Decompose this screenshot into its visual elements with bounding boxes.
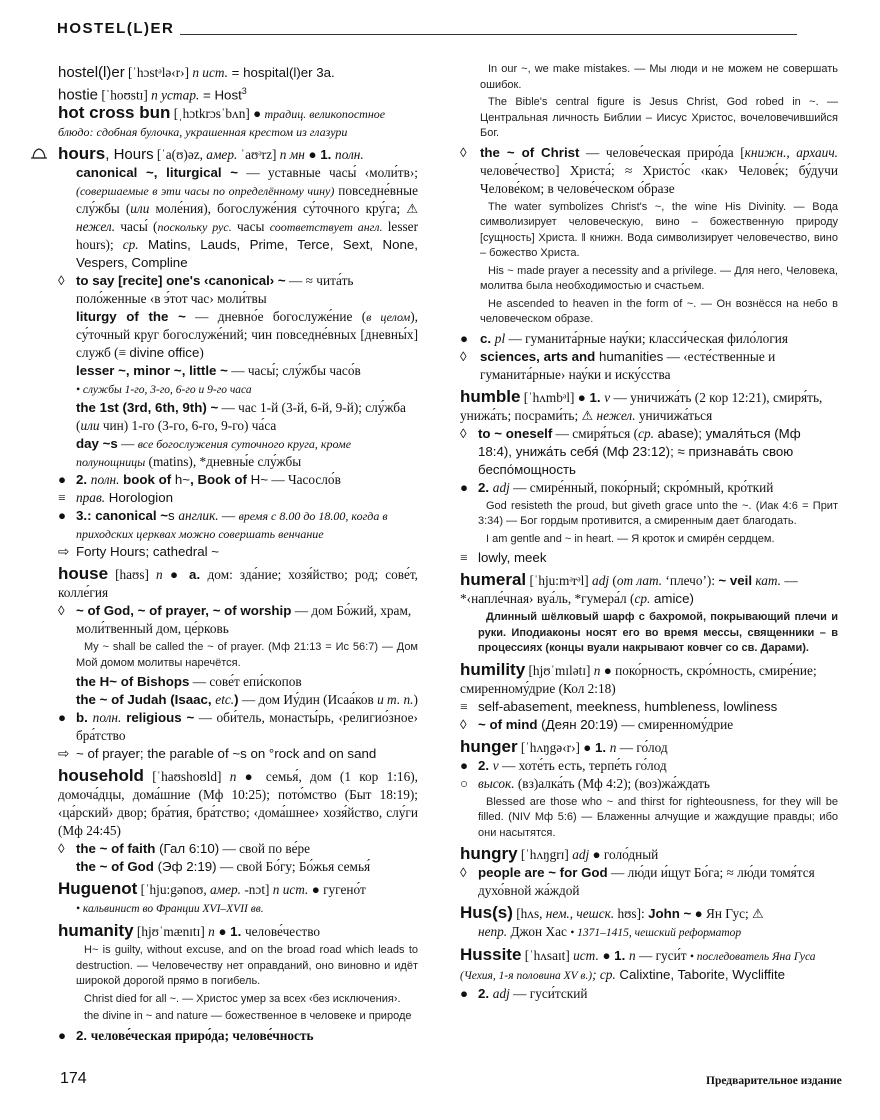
entry-humble: humble [ˈhʌmbᵊl] ● 1. v — уничижа́ть (2 кор 12:21), смиря́ть, унижа́ть; посрами́ть; ⚠ нежел. уничижа́ться ◊ to ~ oneself — смиря́ться (ср. abase); умаля́ться (Мф 18:4), унижа́ть себя́ (Мф 23:12); ≈ признава́ть свою беспо́мощность ● 2. adj — смире́нный, поко́рный; скро́мный, кро́ткий God resisteth the proud, but giveth grace unto the ~. (Иак 4:6 = Прит 3:34) — Бог гордым противится, а смиренным дает благодать. I am gentle and ~ in heart. — Я кроток и смире́н сердцем. ≡ lowly, meek xyxy=(460,386,838,565)
entry-hours: hours, Hours [ˈa(ʊ)əz, амер. ˈaʊᵊrz] n мн ● 1. полн. canonical ~, liturgical ~ — уставные часы́ ‹моли́тв›; (совершаемые в эти часы по определённому чину) повседне́вные слу́жбы (или моле́ния), богослуже́ния су́точного кру́га; ⚠ нежел. часы́ (поскольку рус. часы соответствует англ. lesser hours); ср. Matins, Lauds, Prime, Terce, Sext, None, Vespers, Compline ◊ to say [recite] one's ‹canonical› ~ — ≈ чита́ть поло́женные ‹в э́тот час› моли́твы liturgy of the ~ — дневно́е богослуже́ние (в целом), су́точный круг богослуже́ний; чин повседне́вных [дневны́х] служб (≡ divine office) lesser ~, minor ~, little ~ — часы́; слу́жбы часо́в • службы 1-го, 3-го, 6-го и 9-го часа the 1st (3rd, 6th, 9th) ~ — час 1-й (3-й, 6-й, 9-й); слу́жба (или чин) 1-го (3-го, 6-го, 9-го) ча́са day ~s — все богослужения суточного круга, кроме полунощницы (matins), *дневны́е слу́жбы ● 2. полн. book of h~, Book of H~ — Часосло́в ≡ прав. Horologion ● 3.: canonical ~s англик. — время с 8.00 до 18.00, когда в приходских церквах можно совершать венчание ⇨ Forty Hours; cathedral ~ xyxy=(58,145,418,561)
warning-icon: ⚠ xyxy=(581,407,594,423)
example-text: God resisteth the proud, but giveth grace unto the ~. (Иак 4:6 = Прит 3:34) — Бог гордым противится, а смиренным дает благодать. xyxy=(478,499,838,527)
example-text: He ascended to heaven in the form of ~. — Он вознёсся на небо в человеческом образе. xyxy=(480,297,838,325)
bullet-icon: ● xyxy=(460,330,469,346)
example-text: His ~ made prayer a necessity and a privilege. — Для него, Человека, молитва была необходимостью и счастьем. xyxy=(480,264,838,292)
example-text: Blessed are those who ~ and thirst for righteousness, for they will be filled. (NIV Мф 5:6) — Блаженны алчущие и жаждущие правды; ибо они насытятся. xyxy=(478,795,838,839)
entry-hosteller: hostel(l)er [ˈhɔstᵊlə‹r›] n ист. = hospital(l)er 3a. xyxy=(58,64,335,81)
entry-hussite: Hussite [ˈhʌsaɪt] ист. ● 1. n — гуси́т • последователь Яна Гуса (Чехия, 1-я половина XV в.); ср. Calixtine, Taborite, Wycliffite ● 2. adj — гуси́тский xyxy=(460,945,816,1001)
diamond-icon: ◊ xyxy=(460,865,467,880)
page-number: 174 xyxy=(60,1070,87,1087)
bullet-icon: ● xyxy=(58,472,67,488)
example-text: Christ died for all ~. — Христос умер за всех ‹без исключения›. xyxy=(84,992,401,1005)
entry-humanity: humanity [hjʊˈmænɪtɪ] n ● 1. челове́чество H~ is guilty, without excuse, and on the broad road which leads to destruction. — Человечеству нет оправданий, оно виновно и идёт широкой дорогой прямо в погибель. Christ died for all ~. — Христос умер за всех ‹без исключения›. the divine in ~ and nature — божественное в человеке и природе ● 2. челове́ческая приро́да; челове́чность xyxy=(58,921,418,1043)
bullet-icon: ● xyxy=(460,757,469,773)
entry-huguenot: Huguenot [ˈhju:gənoʊ, амер. -nɔt] n ист. ● гугено́т • кальвинист во Франции XVI–XVII вв. xyxy=(58,879,366,916)
example-text: The Bible's central figure is Jesus Christ, God robed in ~. — Центральная личность Библии – Иисус Христос, вочеловечившийся Бог. xyxy=(480,96,838,139)
right-column: In our ~, we make mistakes. — Мы люди и не можем не совершать ошибок. The Bible's central figure is Jesus Christ, God robed in ~. — Центральная личность Библии – Иисус Христос, вочеловечившийся Бог. ◊ the ~ of Christ — челове́ческая приро́да [книжн., архаич. челове́чество] Христа́; ≈ Христо́с ‹как› Челове́к; бу́дучи Челове́ком; в челове́ческом о́бразе The water symbolizes Christ's ~, the wine His Divinity. — Вода символизирует человеческую, вино – божественную природу [сущность] Христа. ‖ книжн. Вода символизирует человечество, вино – божество Христа. His ~ made prayer a necessity and a privilege. — Для него, Человека, молитва была необходимостью и счастьем. He ascended to heaven in the form of ~. — Он вознёсся на небо в человеческом образе. ● c. pl — гуманита́рные нау́ки; класси́ческая фило́логия ◊ sciences, arts and humanities — ‹есте́ственные и гуманита́рные› нау́ки и иску́сства humble [ˈhʌmbᵊl] ● 1. v — уничижа́ть (2 кор 12:21), смиря́ть, унижа́ть; посрами́ть; ⚠ нежел. уничижа́ться ◊ to ~ oneself — смиря́ться (ср. abase); умаля́ться (Мф 18:4), унижа́ть себя́ (Мф 23:12); ≈ признава́ть свою беспо́мощность ● 2. adj — смире́нный, поко́рный; скро́мный, кро́ткий God resisteth the proud, but giveth grace unto the ~. (Иак 4:6 = Прит 3:34) — Бог гордым противится, а смиренным дает благодать. I am gentle and ~ in heart. — Я кроток и смире́н сердцем. ≡ lowly, meek humeral [ˈhju:mᵊrᵊl] adj (от лат. ‘плечо’): ~ veil кат. — *‹напле́чная› вуа́ль, *гумера́л (ср. amice) Длинный шёлковый шарф с бахромой, покрывающий плечи и руки. Иподиаконы носят его во время мессы, священники – в процессиях (концы вуали накрывают ковчег со св. Дарами). humility [hjʊˈmɪlətɪ] n ● поко́рность, скро́мность, смире́ние; смиренному́дрие (Кол 2:18) ≡ self-abasement, meekness, humbleness, lowliness ◊ ~ of mind (Деян 20:19) — смиренному́дрие hunger [ˈhʌŋgə‹r›] ● 1. n — го́лод ● 2. v — хоте́ть есть, терпе́ть го́лод ○ высок. (вз)алка́ть (Мф 4:2); (воз)жа́ждать Blessed are those who ~ and thirst for righteousness, for they will be filled. (NIV Мф 5:6) — Блаженны алчущие и жаждущие правды; ибо они насытятся. hungry [ˈhʌŋgrɪ] adj ● голо́дный ◊ people are ~ for God — лю́ди и́щут Бо́га; ≈ лю́ди томя́тся духо́вной жа́ждой Hus(s) [hʌs, нем., чешск. hʊs]: John ~ ● Ян Гус; ⚠ непр. Джон Хас • 1371–1415, чешский реформатор Hussite [ˈhʌsaɪt] ист. ● 1. n — гуси́т • последователь Яна Гуса (Чехия, 1-я половина XV в.); ср. Calixtine, Taborite, Wycliffite ● 2. adj — гуси́тский xyxy=(460,63,838,1001)
diamond-icon: ◊ xyxy=(460,425,467,441)
entry-hunger: hunger [ˈhʌŋgə‹r›] ● 1. n — го́лод ● 2. v — хоте́ть есть, терпе́ть го́лод ○ высок. (вз)алка́ть (Мф 4:2); (воз)жа́ждать Blessed are those who ~ and thirst for righteousness, for they will be filled. (NIV Мф 5:6) — Блаженны алчущие и жаждущие правды; ибо они насытятся. xyxy=(460,738,838,842)
diamond-icon: ◊ xyxy=(58,273,65,289)
bullet-icon: ● xyxy=(58,1027,67,1043)
example-text: My ~ shall be called the ~ of prayer. (Мф 21:13 = Ис 56:7) — Дом Мой домом молитвы наречётся. xyxy=(76,641,418,669)
entry-hot-cross-bun: hot cross bun [ˌhɔtkrɔsˈbʌn] ● традиц. великопостное блюдо: сдобная булочка, украшенная крестом из глазури xyxy=(58,103,386,140)
example-text: I am gentle and ~ in heart. — Я кроток и смире́н сердцем. xyxy=(486,532,775,545)
warning-icon: ⚠ xyxy=(752,906,764,921)
bullet-icon: ● xyxy=(58,508,67,524)
edition-note: Предварительное издание xyxy=(706,1075,842,1087)
left-column xyxy=(58,64,418,1045)
entry-house: house [haʊs] n ● a. дом: зда́ние; хозя́йство; род; сове́т, колле́гия ◊ ~ of God, ~ of prayer, ~ of worship — дом Бо́жий, храм, моли́твенный дом, це́рковь My ~ shall be called the ~ of prayer. (Мф 21:13 = Ис 56:7) — Дом Мой домом молитвы наречётся. the H~ of Bishops — сове́т епи́скопов the ~ of Judah (Isaac, etc.) — дом Иу́дин (Исаа́ков и т. п.) ● b. полн. religious ~ — оби́тель, монасты́рь, ‹религио́зное› бра́тство ⇨ ~ of prayer; the parable of ~s on °rock and on sand xyxy=(58,564,418,762)
see-also-arrow-icon: ⇨ xyxy=(58,544,70,560)
entry-humeral: humeral [ˈhju:mᵊrᵊl] adj (от лат. ‘плечо’): ~ veil кат. — *‹напле́чная› вуа́ль, *гумера́л (ср. amice) Длинный шёлковый шарф с бахромой, покрывающий плечи и руки. Иподиаконы носят его во время мессы, священники – в процессиях (концы вуали накрывают ковчег со св. Дарами). xyxy=(460,571,838,657)
diamond-icon: ◊ xyxy=(460,348,467,364)
bell-icon xyxy=(30,147,48,166)
bullet-icon: ● xyxy=(460,479,469,495)
diamond-icon: ◊ xyxy=(58,841,65,857)
example-text: the divine in ~ and nature — божественное в человеке и природе xyxy=(84,1010,412,1023)
synonym-icon: ≡ xyxy=(460,550,468,565)
see-also-arrow-icon: ⇨ xyxy=(58,746,70,762)
diamond-icon: ◊ xyxy=(460,716,467,732)
entry-huss: Hus(s) [hʌs, нем., чешск. hʊs]: John ~ ● Ян Гус; ⚠ непр. Джон Хас • 1371–1415, чешский реформатор xyxy=(460,903,764,939)
entry-humility: humility [hjʊˈmɪlətɪ] n ● поко́рность, скро́мность, смире́ние; смиренному́дрие (Кол 2:18) ≡ self-abasement, meekness, humbleness, lowliness ◊ ~ of mind (Деян 20:19) — смиренному́дрие xyxy=(460,659,817,732)
synonym-icon: ≡ xyxy=(58,490,66,506)
example-text: H~ is guilty, without excuse, and on the broad road which leads to destruction. — Человечеству нет оправданий, оно виновно и идёт широкой дорогой прямо в погибель. xyxy=(76,944,418,988)
example-text: In our ~, we make mistakes. — Мы люди и не можем не совершать ошибок. xyxy=(480,63,838,91)
warning-icon: ⚠ xyxy=(406,201,418,217)
example-text: The water symbolizes Christ's ~, the wine His Divinity. — Вода символизирует человеческую, вино – божественную природу [сущность] Христа. ‖ книжн. Вода символизирует человечество, вино – божество Христа. xyxy=(480,200,838,259)
circle-icon: ○ xyxy=(460,775,469,791)
running-header xyxy=(57,20,797,42)
diamond-icon: ◊ xyxy=(58,603,65,619)
diamond-icon: ◊ xyxy=(460,144,467,160)
running-head-title: HOSTEL(L)ER xyxy=(57,20,180,37)
entry-hungry: hungry [ˈhʌŋgrɪ] adj ● голо́дный ◊ people are ~ for God — лю́ди и́щут Бо́га; ≈ лю́ди томя́тся духо́вной жа́ждой xyxy=(460,844,815,898)
entry-hostie: hostie [ˈhoʊstɪ] n устар. = Host$^3$ xyxy=(58,86,247,104)
entry-household: household [ˈhaʊshoʊld] n ● семья́, дом (1 кор 1:16), домоча́дцы, дома́шние (Мф 10:25); пото́мство (Быт 18:19); ‹ца́рский› двор; бра́тия, бра́тство; ‹дома́шнее› хозя́йство, слу́ги (Мф 24:45) ◊ the ~ of faith (Гал 6:10) — свой по ве́ре the ~ of God (Эф 2:19) — свой Бо́гу; Бо́жья семья́ xyxy=(58,766,418,875)
bullet-icon: ● xyxy=(460,986,469,1001)
bullet-icon: ● xyxy=(58,710,67,726)
synonym-icon: ≡ xyxy=(460,698,468,714)
note-text: Длинный шёлковый шарф с бахромой, покрывающий плечи и руки. Иподиаконы носят его во время мессы, священники – в процессиях (концы вуали накрывают ковчег со св. Дарами). xyxy=(478,611,838,654)
